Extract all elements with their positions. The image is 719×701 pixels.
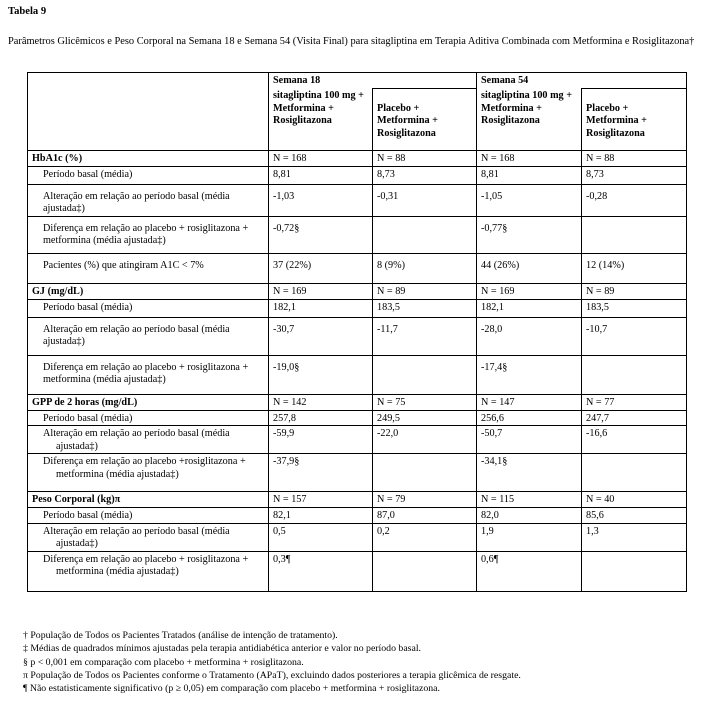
header-placebo-w18: Placebo + Metformina + Rosiglitazona (373, 88, 477, 150)
value-cell: 0,6¶ (477, 551, 582, 591)
value-cell: 8,81 (477, 166, 582, 184)
table-row (28, 184, 687, 216)
value-cell: 82,0 (477, 508, 582, 524)
value-cell: 1,9 (477, 523, 582, 551)
value-cell (373, 454, 477, 492)
value-cell: -16,6 (582, 426, 687, 454)
value-cell: -28,0 (477, 317, 582, 355)
section-label: GPP de 2 horas (mg/dL) (28, 394, 269, 410)
value-cell: 182,1 (477, 299, 582, 317)
value-cell: 0,2 (373, 523, 477, 551)
value-cell: 12 (14%) (582, 253, 687, 283)
value-cell: -22,0 (373, 426, 477, 454)
table-row (28, 551, 687, 591)
section-header-row (28, 394, 687, 410)
value-cell: 247,7 (582, 410, 687, 426)
header-sita-w18: sitagliptina 100 mg + Metformina + Rosiglitazona (269, 88, 373, 150)
value-cell (582, 216, 687, 253)
value-cell (373, 551, 477, 591)
row-label: Alteração em relação ao período basal (média ajustada‡) (28, 523, 269, 551)
table-row (28, 166, 687, 184)
value-cell: 37 (22%) (269, 253, 373, 283)
sample-size-cell: N = 169 (477, 283, 582, 299)
row-label: Período basal (média) (28, 410, 269, 426)
footnote: ¶ Não estatisticamente significativo (p ≥ 0,05) em comparação com placebo + metformina + rosiglitazona. (23, 683, 440, 695)
sample-size-cell: N = 88 (582, 150, 687, 166)
sample-size-cell: N = 88 (373, 150, 477, 166)
header-week54: Semana 54 (477, 73, 687, 89)
row-label: Diferença em relação ao placebo + rosiglitazona + metformina (média ajustada‡) (28, 216, 269, 253)
section-header-row (28, 150, 687, 166)
header-placebo-w54: Placebo + Metformina + Rosiglitazona (582, 88, 687, 150)
footnotes (23, 629, 713, 695)
value-cell: 85,6 (582, 508, 687, 524)
row-label: Diferença em relação ao placebo +rosiglitazona + metformina (média ajustada‡) (28, 454, 269, 492)
table-row (28, 216, 687, 253)
sample-size-cell: N = 147 (477, 394, 582, 410)
value-cell: 0,3¶ (269, 551, 373, 591)
table-row (28, 410, 687, 426)
value-cell: 44 (26%) (477, 253, 582, 283)
sample-size-cell: N = 77 (582, 394, 687, 410)
sample-size-cell: N = 142 (269, 394, 373, 410)
value-cell: 8,73 (373, 166, 477, 184)
value-cell: -19,0§ (269, 355, 373, 394)
sample-size-cell: N = 115 (477, 492, 582, 508)
value-cell: -17,4§ (477, 355, 582, 394)
sample-size-cell: N = 168 (269, 150, 373, 166)
table-row (28, 454, 687, 492)
sample-size-cell: N = 89 (582, 283, 687, 299)
footnote: § p < 0,001 em comparação com placebo + metformina + rosiglitazona. (23, 656, 304, 668)
table-row (28, 253, 687, 283)
value-cell: 82,1 (269, 508, 373, 524)
value-cell (582, 454, 687, 492)
section-header-row (28, 492, 687, 508)
value-cell: 8 (9%) (373, 253, 477, 283)
value-cell: -0,72§ (269, 216, 373, 253)
table-row (28, 508, 687, 524)
section-label: GJ (mg/dL) (28, 283, 269, 299)
value-cell: 183,5 (582, 299, 687, 317)
value-cell: -1,03 (269, 184, 373, 216)
value-cell: 87,0 (373, 508, 477, 524)
value-cell: 257,8 (269, 410, 373, 426)
table-row (28, 317, 687, 355)
footnote: π População de Todos os Pacientes conforme o Tratamento (APaT), excluindo dados posteriores a terapia glicêmica de resgate. (23, 669, 521, 681)
value-cell: -11,7 (373, 317, 477, 355)
sample-size-cell: N = 157 (269, 492, 373, 508)
sample-size-cell: N = 40 (582, 492, 687, 508)
table-row (28, 355, 687, 394)
value-cell: 8,81 (269, 166, 373, 184)
value-cell: 249,5 (373, 410, 477, 426)
row-label: Alteração em relação ao período basal (média ajustada‡) (28, 426, 269, 454)
sample-size-cell: N = 168 (477, 150, 582, 166)
table-row (28, 426, 687, 454)
results-table (27, 72, 687, 592)
value-cell: 8,73 (582, 166, 687, 184)
value-cell: 182,1 (269, 299, 373, 317)
value-cell: 1,3 (582, 523, 687, 551)
value-cell (582, 551, 687, 591)
row-label: Pacientes (%) que atingiram A1C < 7% (28, 253, 269, 283)
header-row-weeks (28, 73, 687, 89)
sample-size-cell: N = 75 (373, 394, 477, 410)
row-label: Período basal (média) (28, 166, 269, 184)
footnote: † População de Todos os Pacientes Tratados (análise de intenção de tratamento). (23, 630, 338, 641)
value-cell: -10,7 (582, 317, 687, 355)
value-cell (582, 355, 687, 394)
table-caption: Parâmetros Glicêmicos e Peso Corporal na Semana 18 e Semana 54 (Visita Final) para sitagliptina em Terapia Aditiva Combinada com Metformina e Rosiglitazona† (8, 36, 695, 47)
value-cell: 256,6 (477, 410, 582, 426)
table-title: Tabela 9 (8, 6, 47, 17)
footnote: ‡ Médias de quadrados mínimos ajustadas pela terapia antidiabética anterior e valor no período basal. (23, 643, 421, 655)
value-cell: -0,28 (582, 184, 687, 216)
row-label: Diferença em relação ao placebo + rosiglitazona + metformina (média ajustada‡) (28, 551, 269, 591)
section-header-row (28, 283, 687, 299)
value-cell: 0,5 (269, 523, 373, 551)
table-row (28, 299, 687, 317)
header-empty-cell (28, 73, 269, 151)
value-cell: -1,05 (477, 184, 582, 216)
row-label: Alteração em relação ao período basal (média ajustada‡) (28, 317, 269, 355)
value-cell: -34,1§ (477, 454, 582, 492)
value-cell: -0,77§ (477, 216, 582, 253)
row-label: Diferença em relação ao placebo + rosiglitazona + metformina (média ajustada‡) (28, 355, 269, 394)
header-sita-w54: sitagliptina 100 mg + Metformina + Rosiglitazona (477, 88, 582, 150)
section-label: HbA1c (%) (28, 150, 269, 166)
value-cell: -59,9 (269, 426, 373, 454)
sample-size-cell: N = 169 (269, 283, 373, 299)
table-row (28, 523, 687, 551)
value-cell (373, 216, 477, 253)
value-cell: -37,9§ (269, 454, 373, 492)
value-cell: -30,7 (269, 317, 373, 355)
row-label: Alteração em relação ao período basal (média ajustada‡) (28, 184, 269, 216)
row-label: Período basal (média) (28, 299, 269, 317)
header-week18: Semana 18 (269, 73, 477, 89)
value-cell: -50,7 (477, 426, 582, 454)
section-label: Peso Corporal (kg)π (28, 492, 269, 508)
value-cell: 183,5 (373, 299, 477, 317)
sample-size-cell: N = 79 (373, 492, 477, 508)
row-label: Período basal (média) (28, 508, 269, 524)
sample-size-cell: N = 89 (373, 283, 477, 299)
value-cell (373, 355, 477, 394)
value-cell: -0,31 (373, 184, 477, 216)
